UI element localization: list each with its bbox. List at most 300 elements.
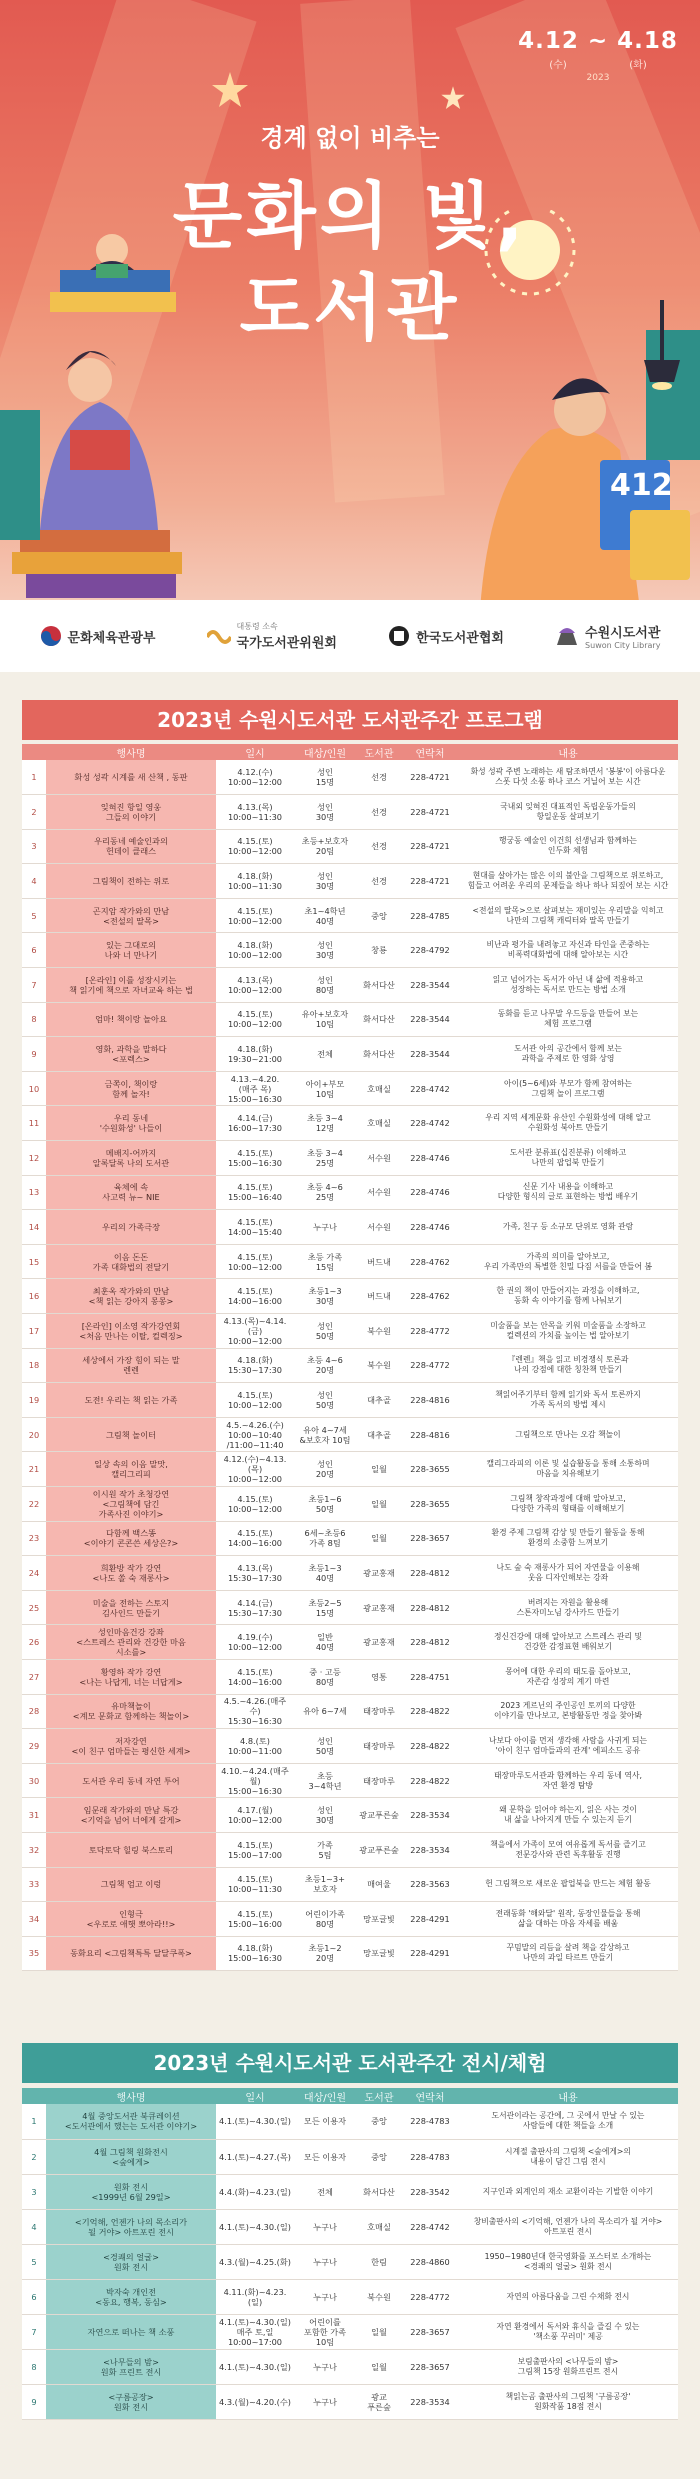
star-icon xyxy=(440,85,466,111)
table-row xyxy=(22,1383,678,1418)
cell-audience: 초등 3~4 25명 xyxy=(294,1141,356,1176)
cell-event-name: 동화요리 <그림책특특 달달쿠폭> xyxy=(46,1936,216,1971)
cell-library: 화서다산 xyxy=(356,1037,402,1072)
table-row xyxy=(22,2174,678,2209)
cell-library: 화서다산 xyxy=(356,1002,402,1037)
cell-contact: 228-4721 xyxy=(402,829,458,864)
cell-event-date: 4.1.(토)~4.27.(목) xyxy=(216,2139,294,2174)
table-row xyxy=(22,2315,678,2350)
cell-description: 도서관 아의 공간에서 함께 보는 과학을 주제로 한 영화 상영 xyxy=(458,1037,678,1072)
table-row xyxy=(22,1037,678,1072)
cell-audience: 누구나 xyxy=(294,1210,356,1245)
table-row xyxy=(22,1694,678,1729)
hero-subtitle: 경계 없이 비추는 xyxy=(260,124,440,152)
table-row xyxy=(22,1486,678,1521)
cell-row-number: 17 xyxy=(22,1314,46,1349)
logo-kla-label: 한국도서관협회 xyxy=(416,630,504,646)
logo-suwon-label: 수원시도서관 xyxy=(585,626,661,641)
cell-contact: 228-4822 xyxy=(402,1729,458,1764)
cell-contact: 228-4746 xyxy=(402,1175,458,1210)
cell-contact: 228-4291 xyxy=(402,1902,458,1937)
cell-contact: 228-4772 xyxy=(402,1314,458,1349)
cell-description: 책을에서 가족이 모여 여유롭게 독서를 즐기고 전문강사와 관련 독후활동 진행 xyxy=(458,1832,678,1867)
cell-row-number: 18 xyxy=(22,1348,46,1383)
cell-contact: 228-4742 xyxy=(402,1106,458,1141)
cell-contact: 228-4772 xyxy=(402,2279,458,2314)
cell-contact: 228-4746 xyxy=(402,1141,458,1176)
cell-audience: 유아 6~7세 xyxy=(294,1694,356,1729)
cell-audience: 성인 20명 xyxy=(294,1452,356,1487)
cell-library: 대추골 xyxy=(356,1383,402,1418)
cell-event-name: 그림책 엄고 이렁 xyxy=(46,1867,216,1902)
cell-contact: 228-4746 xyxy=(402,1210,458,1245)
cell-description: 그림책 창작과정에 대해 알아보고, 다양한 가족의 형태를 이해해보기 xyxy=(458,1486,678,1521)
cell-contact: 228-4812 xyxy=(402,1590,458,1625)
cell-event-name: [온라인] 이소영 작가강연회 <처음 만나는 이탈, 컬렉징> xyxy=(46,1314,216,1349)
cell-description: 2023 게르닌의 주인공인 토끼의 다양한 이야기를 만나보고, 본방활동만 정을 찾아봐 xyxy=(458,1694,678,1729)
cell-event-date: 4.1.(토)~4.30.(일) xyxy=(216,2350,294,2385)
table-row xyxy=(22,1210,678,1245)
cell-library: 호매실 xyxy=(356,1106,402,1141)
cell-event-name: 미술을 전하는 스토지 김사인드 만들기 xyxy=(46,1590,216,1625)
cell-row-number: 20 xyxy=(22,1417,46,1452)
cell-library: 대추골 xyxy=(356,1417,402,1452)
cell-library: 버드내 xyxy=(356,1279,402,1314)
cell-audience: 초등1~2 20명 xyxy=(294,1936,356,1971)
table-row xyxy=(22,1521,678,1556)
table-row xyxy=(22,898,678,933)
cell-description: 1950~1980년대 한국영화를 포스터로 소개하는 <경쾌의 얼굴> 원화 전시 xyxy=(458,2244,678,2279)
cell-event-name: 도서관 우리 동네 자연 투어 xyxy=(46,1763,216,1798)
cell-contact: 228-4762 xyxy=(402,1279,458,1314)
cell-description: 태장마루도서관과 함께하는 우리 동네 역사, 자연 환경 탐방 xyxy=(458,1763,678,1798)
cell-library: 태장마루 xyxy=(356,1694,402,1729)
cell-event-date: 4.3.(월)~4.20.(수) xyxy=(216,2385,294,2420)
table-row xyxy=(22,760,678,795)
cell-description: 자연 환경에서 독서와 휴식을 즐길 수 있는 '책소풍 꾸러미' 제공 xyxy=(458,2315,678,2350)
cell-audience: 누구나 xyxy=(294,2350,356,2385)
cell-description: 읽고 넘어가는 독서가 아닌 내 삶에 적용하고 성장하는 독서로 만드는 방법 소개 xyxy=(458,968,678,1003)
cell-row-number: 19 xyxy=(22,1383,46,1418)
cell-audience: 6세~초등6 가족 8팀 xyxy=(294,1521,356,1556)
cell-event-date: 4.15.(토) 10:00~12:00 xyxy=(216,1383,294,1418)
cell-library: 광교푸른숲 xyxy=(356,1798,402,1833)
cell-event-name: 잊혀진 항일 영웅 그들의 이야기 xyxy=(46,795,216,830)
cell-row-number: 5 xyxy=(22,898,46,933)
cell-library: 선경 xyxy=(356,829,402,864)
cell-description: 자연의 아름다움을 그린 수채화 전시 xyxy=(458,2279,678,2314)
cell-event-date: 4.15.(토) 14:00~16:00 xyxy=(216,1659,294,1694)
cell-event-name: 이시원 작가 초청강연 <그림책에 담긴 가족사진 이야기> xyxy=(46,1486,216,1521)
program-table xyxy=(22,744,678,1971)
cell-audience: 유아+보호자 10팀 xyxy=(294,1002,356,1037)
cell-audience: 성인 30명 xyxy=(294,933,356,968)
cell-audience: 누구나 xyxy=(294,2385,356,2420)
cell-event-date: 4.15.(토) 15:00~16:40 xyxy=(216,1175,294,1210)
exhibit-section-title: 2023년 수원시도서관 도서관주간 전시/체험 xyxy=(22,2043,678,2083)
cell-row-number: 34 xyxy=(22,1902,46,1937)
cell-audience: 초등 3~4학년 xyxy=(294,1763,356,1798)
cell-library: 북수원 xyxy=(356,1314,402,1349)
cell-row-number: 4 xyxy=(22,864,46,899)
cell-contact: 228-4816 xyxy=(402,1417,458,1452)
table-row xyxy=(22,968,678,1003)
cell-event-name: 엄마! 책이랑 놀아요 xyxy=(46,1002,216,1037)
logo-suwon-small: Suwon City Library xyxy=(585,641,661,650)
logo-mcst-label: 문화체육관광부 xyxy=(67,630,156,646)
cell-description: 우리 지역 세계문화 유산인 수원화성에 대해 알고 수원화성 북아트 만들기 xyxy=(458,1106,678,1141)
cell-row-number: 33 xyxy=(22,1867,46,1902)
header-event-date: 일시 xyxy=(216,2088,294,2104)
cell-description: 화성 성곽 주변 노래하는 새 탐조하면서 '봉봉'이 아름다운 스폿 다섯 소풍 하나 코스 거닐어 보는 시간 xyxy=(458,760,678,795)
cell-event-date: 4.15.(토) 10:00~12:00 xyxy=(216,829,294,864)
hero-title-line2: 도서관 xyxy=(239,266,461,350)
cell-library: 중앙 xyxy=(356,898,402,933)
cell-audience: 중 · 고등 80명 xyxy=(294,1659,356,1694)
cell-audience: 전체 xyxy=(294,1037,356,1072)
kla-icon xyxy=(388,625,410,647)
cell-library: 선경 xyxy=(356,864,402,899)
header-audience: 대상/인원 xyxy=(294,2088,356,2104)
cell-audience: 초등1~6 50명 xyxy=(294,1486,356,1521)
cell-contact: 228-4822 xyxy=(402,1763,458,1798)
cell-library: 일월 xyxy=(356,1486,402,1521)
cell-description: 한 권의 책이 만들어지는 과정을 이해하고, 동화 속 이야기를 함께 나눠보기 xyxy=(458,1279,678,1314)
table-row xyxy=(22,1106,678,1141)
cell-contact: 228-4822 xyxy=(402,1694,458,1729)
cell-contact: 228-4721 xyxy=(402,760,458,795)
cell-library: 창룡 xyxy=(356,933,402,968)
cell-event-date: 4.5.~4.26.(매주 수) 15:30~16:30 xyxy=(216,1694,294,1729)
cell-description: 보림출판사의 <나무들의 밤> 그림책 15장 원화프린트 전시 xyxy=(458,2350,678,2385)
cell-event-date: 4.3.(월)~4.25.(화) xyxy=(216,2244,294,2279)
cell-contact: 228-3544 xyxy=(402,968,458,1003)
cell-contact: 228-3534 xyxy=(402,1832,458,1867)
cell-library: 일월 xyxy=(356,1521,402,1556)
cell-library: 호매실 xyxy=(356,2209,402,2244)
table-row xyxy=(22,1279,678,1314)
cell-library: 광교 푸른숲 xyxy=(356,2385,402,2420)
cell-event-name: 유마책놀이 <계모 문화교 함께하는 책놀이> xyxy=(46,1694,216,1729)
cell-library: 서수원 xyxy=(356,1175,402,1210)
table-row xyxy=(22,933,678,968)
cell-contact: 228-4721 xyxy=(402,864,458,899)
cell-event-date: 4.14.(금) 16:00~17:30 xyxy=(216,1106,294,1141)
cell-audience: 성인 50명 xyxy=(294,1314,356,1349)
cell-audience: 초등+보호자 20팀 xyxy=(294,829,356,864)
cell-event-date: 4.13.(목)~4.14.(금) 10:00~12:00 xyxy=(216,1314,294,1349)
table-row xyxy=(22,1417,678,1452)
header-library: 도서관 xyxy=(356,744,402,760)
header-row-number xyxy=(22,744,46,760)
cell-library: 중앙 xyxy=(356,2104,402,2139)
table-row xyxy=(22,1659,678,1694)
cell-event-date: 4.19.(수) 10:00~12:00 xyxy=(216,1625,294,1660)
cell-row-number: 1 xyxy=(22,760,46,795)
star-icon xyxy=(210,70,250,110)
cell-row-number: 7 xyxy=(22,2315,46,2350)
cell-audience: 전체 xyxy=(294,2174,356,2209)
cell-row-number: 31 xyxy=(22,1798,46,1833)
cell-event-name: 메배지-어까지 알록달록 나의 도서관 xyxy=(46,1141,216,1176)
table-row xyxy=(22,864,678,899)
cell-event-name: 세상에서 가장 힘이 되는 말 렌렌 xyxy=(46,1348,216,1383)
cell-event-name: 화성 성곽 시계를 새 산책 , 동판 xyxy=(46,760,216,795)
logo-committee-label: 국가도서관위원회 xyxy=(236,636,337,651)
cell-contact: 228-3542 xyxy=(402,2174,458,2209)
cell-contact: 228-4860 xyxy=(402,2244,458,2279)
cell-contact: 228-4783 xyxy=(402,2139,458,2174)
cell-contact: 228-4816 xyxy=(402,1383,458,1418)
cell-library: 일월 xyxy=(356,1452,402,1487)
hero-title-line1: 문화의 빛, xyxy=(172,174,528,258)
cell-event-name: <나무들의 밤> 원화 프린트 전시 xyxy=(46,2350,216,2385)
cell-audience: 초등1~3 30명 xyxy=(294,1279,356,1314)
cell-row-number: 3 xyxy=(22,2174,46,2209)
table-row xyxy=(22,1625,678,1660)
cell-library: 영통 xyxy=(356,1659,402,1694)
table-row xyxy=(22,795,678,830)
cell-contact: 228-3563 xyxy=(402,1867,458,1902)
table-row xyxy=(22,1832,678,1867)
cell-row-number: 12 xyxy=(22,1141,46,1176)
table-row xyxy=(22,1175,678,1210)
cell-row-number: 2 xyxy=(22,795,46,830)
cell-library: 북수원 xyxy=(356,1348,402,1383)
cell-event-date: 4.18.(화) 10:00~11:30 xyxy=(216,864,294,899)
header-description: 내용 xyxy=(458,2088,678,2104)
table-row xyxy=(22,829,678,864)
cell-contact: 228-4812 xyxy=(402,1625,458,1660)
cell-description: 왜 문학을 읽어야 하는지, 읽은 사는 것이 내 삶을 나아지게 만들 수 있는지 듣기 xyxy=(458,1798,678,1833)
cell-row-number: 9 xyxy=(22,1037,46,1072)
date-badge xyxy=(518,28,678,86)
cell-contact: 228-4751 xyxy=(402,1659,458,1694)
cell-contact: 228-4772 xyxy=(402,1348,458,1383)
cell-event-date: 4.1.(토)~4.30.(일) xyxy=(216,2104,294,2139)
logo-kla xyxy=(388,625,504,647)
logo-mcst xyxy=(40,625,156,647)
cell-contact: 228-4291 xyxy=(402,1936,458,1971)
cell-event-name: <구름공장> 원화 전시 xyxy=(46,2385,216,2420)
cell-audience: 모든 이용자 xyxy=(294,2104,356,2139)
cell-description: 미술품을 보는 안목을 키워 미술품을 소장하고 컬렉션의 가치를 높이는 법 알아보기 xyxy=(458,1314,678,1349)
cell-event-name: 그림책이 전하는 위로 xyxy=(46,864,216,899)
table-row xyxy=(22,1314,678,1349)
cell-event-name: 저자강연 <이 친구 엄마들는 평신한 세계> xyxy=(46,1729,216,1764)
cell-contact: 228-3544 xyxy=(402,1002,458,1037)
cell-event-date: 4.18.(화) 15:30~17:30 xyxy=(216,1348,294,1383)
cell-event-name: 희환방 작가 강연 <나도 쏠 숙 재롱사> xyxy=(46,1556,216,1591)
cell-library: 망포글빛 xyxy=(356,1936,402,1971)
cell-audience: 성인 15명 xyxy=(294,760,356,795)
cell-description: 아이(5~6세)와 부모가 함께 참여하는 그림책 놀이 프로그램 xyxy=(458,1071,678,1106)
cell-description: 국내외 잊혀진 대표적인 독립운동가들의 항일운동 살펴보기 xyxy=(458,795,678,830)
cell-contact: 228-4792 xyxy=(402,933,458,968)
cell-library: 선경 xyxy=(356,760,402,795)
cell-audience: 어린이를 포함한 가족 10팀 xyxy=(294,2315,356,2350)
cell-event-date: 4.18.(화) 19:30~21:00 xyxy=(216,1037,294,1072)
cell-library: 광교홍재 xyxy=(356,1590,402,1625)
cell-event-date: 4.13.(목) 10:00~12:00 xyxy=(216,968,294,1003)
cell-event-date: 4.15.(토) 10:00~12:00 xyxy=(216,1486,294,1521)
cell-event-name: 임문래 작가와의 만남 특강 <기억을 넘어 너에게 갈게> xyxy=(46,1798,216,1833)
cell-event-date: 4.13.(목) 10:00~11:30 xyxy=(216,795,294,830)
cell-description: 비난과 평가를 내려놓고 자신과 타인을 존중하는 비폭력대화법에 대해 알아보는 시간 xyxy=(458,933,678,968)
cell-row-number: 8 xyxy=(22,2350,46,2385)
table-row xyxy=(22,1867,678,1902)
cell-event-date: 4.15.(토) 10:00~12:00 xyxy=(216,1244,294,1279)
cell-audience: 초등2~5 15명 xyxy=(294,1590,356,1625)
cell-audience: 초등 3~4 12명 xyxy=(294,1106,356,1141)
cell-row-number: 8 xyxy=(22,1002,46,1037)
weekday-start: (수) xyxy=(549,60,567,71)
cell-event-date: 4.15.(토) 15:00~17:00 xyxy=(216,1832,294,1867)
cell-library: 망포글빛 xyxy=(356,1902,402,1937)
table-row xyxy=(22,2104,678,2139)
cell-row-number: 5 xyxy=(22,2244,46,2279)
cell-description: 동화를 듣고 나무말 우드등을 만들어 보는 체험 프로그램 xyxy=(458,1002,678,1037)
cell-event-name: 도전! 우리는 책 읽는 가족 xyxy=(46,1383,216,1418)
cell-audience: 유아 4~7세 &보호자 10팀 xyxy=(294,1417,356,1452)
table-row xyxy=(22,2385,678,2420)
cell-event-date: 4.15.(토) 10:00~11:30 xyxy=(216,1867,294,1902)
cell-event-name: 황영하 작가 강연 <나는 나답게, 너는 너답게> xyxy=(46,1659,216,1694)
cell-description: 창비출판사의 <기억해, 언젠가 나의 목소리가 될 거야> 아트포린 전시 xyxy=(458,2209,678,2244)
cell-description: 가족의 의미를 알아보고, 우리 가족만의 특별한 친밀 다짐 서를을 만들어 봄 xyxy=(458,1244,678,1279)
table-row xyxy=(22,1244,678,1279)
cell-event-name: <경쾌의 얼굴> 원화 전시 xyxy=(46,2244,216,2279)
cell-event-name: 금쪽이, 책이랑 함께 놀자! xyxy=(46,1071,216,1106)
cell-row-number: 25 xyxy=(22,1590,46,1625)
cell-row-number: 23 xyxy=(22,1521,46,1556)
cell-contact: 228-4812 xyxy=(402,1556,458,1591)
cell-event-name: 다함께 백스똥 <이야기 콘콘쓴 세상은?> xyxy=(46,1521,216,1556)
cell-description: 책읽는곰 출판사의 그림책 '구름공장' 원화작품 18점 전시 xyxy=(458,2385,678,2420)
cell-row-number: 27 xyxy=(22,1659,46,1694)
header-library: 도서관 xyxy=(356,2088,402,2104)
table-row xyxy=(22,2350,678,2385)
cell-library: 버드내 xyxy=(356,1244,402,1279)
cell-row-number: 26 xyxy=(22,1625,46,1660)
cell-description: 몽어에 대한 우리의 태도를 돌아보고, 자존감 성장의 계기 마련 xyxy=(458,1659,678,1694)
cell-audience: 초등1~3 40명 xyxy=(294,1556,356,1591)
cell-audience: 어린이가족 80명 xyxy=(294,1902,356,1937)
cell-row-number: 16 xyxy=(22,1279,46,1314)
cell-description: 현대를 살아가는 많은 이의 불안을 그림책으로 위로하고, 힘들고 어려운 우리의 문제들을 하나 하나 되짚어 보는 시간 xyxy=(458,864,678,899)
cell-contact: 228-3657 xyxy=(402,2350,458,2385)
cell-audience: 성인 80명 xyxy=(294,968,356,1003)
cell-event-date: 4.15.(토) 10:00~12:00 xyxy=(216,1002,294,1037)
cell-event-name: 인형극 <우로로 애햇 뽀아라!!> xyxy=(46,1902,216,1937)
cell-event-name: 곤지암 작가와의 만남 <전설의 딸목> xyxy=(46,898,216,933)
table-row xyxy=(22,1452,678,1487)
cell-description: 지구인과 외계인의 재소 교환이라는 기발한 이야기 xyxy=(458,2174,678,2209)
cell-row-number: 3 xyxy=(22,829,46,864)
table-row xyxy=(22,1002,678,1037)
cell-row-number: 7 xyxy=(22,968,46,1003)
cell-audience: 초등1~3+ 보호자 xyxy=(294,1867,356,1902)
cell-event-name: 자연으로 떠나는 책 소풍 xyxy=(46,2315,216,2350)
cell-event-name: 이음 돈돈 가족 대화법의 전달기 xyxy=(46,1244,216,1279)
cell-library: 화서다산 xyxy=(356,968,402,1003)
cell-row-number: 11 xyxy=(22,1106,46,1141)
cell-audience: 누구나 xyxy=(294,2244,356,2279)
cell-event-date: 4.11.(화)~4.23.(일) xyxy=(216,2279,294,2314)
cell-row-number: 29 xyxy=(22,1729,46,1764)
cell-library: 화서다산 xyxy=(356,2174,402,2209)
cell-row-number: 14 xyxy=(22,1210,46,1245)
header-event-name: 행사명 xyxy=(46,2088,216,2104)
table-row xyxy=(22,2209,678,2244)
table-row xyxy=(22,1556,678,1591)
cell-event-date: 4.8.(토) 10:00~11:00 xyxy=(216,1729,294,1764)
header-event-name: 행사명 xyxy=(46,744,216,760)
cell-event-date: 4.18.(화) 10:00~12:00 xyxy=(216,933,294,968)
cell-description: <전설의 딸목>으로 살펴보는 재미있는 우리말을 익히고 나만의 그림책 캐릭터와 딸목 만들기 xyxy=(458,898,678,933)
cell-event-date: 4.12.(수) 10:00~12:00 xyxy=(216,760,294,795)
wave-icon xyxy=(207,627,231,645)
cell-library: 태장마루 xyxy=(356,1729,402,1764)
cell-description: 신문 기사 내용을 이해하고 다양한 형식의 글로 표현하는 방법 배우기 xyxy=(458,1175,678,1210)
date-range: 4.12 ~ 4.18 xyxy=(518,28,678,54)
cell-event-name: <기억해, 언젠가 나의 목소리가 될 거야> 아트포린 전시 xyxy=(46,2209,216,2244)
cell-row-number: 21 xyxy=(22,1452,46,1487)
cell-audience: 초1~4학년 40명 xyxy=(294,898,356,933)
cell-row-number: 28 xyxy=(22,1694,46,1729)
cell-event-date: 4.15.(토) 14:00~16:00 xyxy=(216,1279,294,1314)
cell-contact: 228-3544 xyxy=(402,1037,458,1072)
table-row xyxy=(22,1348,678,1383)
cell-description: 도서관이라는 공간에, 그 곳에서 만날 수 있는 사람들에 대한 책들을 소개 xyxy=(458,2104,678,2139)
cell-contact: 228-3534 xyxy=(402,1798,458,1833)
weekday-end: (화) xyxy=(629,60,647,71)
cell-library: 한림 xyxy=(356,2244,402,2279)
cell-audience: 모든 이용자 xyxy=(294,2139,356,2174)
cell-row-number: 24 xyxy=(22,1556,46,1591)
cell-audience: 초등 4~6 25명 xyxy=(294,1175,356,1210)
cell-event-name: 박자숙 개인전 <동요, 행복, 동심> xyxy=(46,2279,216,2314)
table-row xyxy=(22,1798,678,1833)
cell-description: 『렌렌』책을 읽고 비경쟁식 토론과 나의 강점에 대한 칭찬책 만들기 xyxy=(458,1348,678,1383)
cell-description: 헌 그림책으로 새로운 팝업북을 만드는 체험 활동 xyxy=(458,1867,678,1902)
cell-audience: 일반 40명 xyxy=(294,1625,356,1660)
cell-event-date: 4.4.(화)~4.23.(일) xyxy=(216,2174,294,2209)
cell-event-date: 4.14.(금) 15:30~17:30 xyxy=(216,1590,294,1625)
cell-event-date: 4.1.(토)~4.30.(일) xyxy=(216,2209,294,2244)
cell-library: 매여울 xyxy=(356,1867,402,1902)
cell-row-number: 9 xyxy=(22,2385,46,2420)
cell-description: 시계절 출판사의 그림책 <숲에게>의 내용이 담긴 그림 전시 xyxy=(458,2139,678,2174)
cell-description: 나보다 아이를 먼저 생각해 사람을 사귀게 되는 '아이 친구 엄마들과의 관계' 에피소드 공유 xyxy=(458,1729,678,1764)
cell-event-date: 4.17.(월) 10:00~12:00 xyxy=(216,1798,294,1833)
cell-contact: 228-3655 xyxy=(402,1452,458,1487)
cell-row-number: 30 xyxy=(22,1763,46,1798)
cell-contact: 228-4742 xyxy=(402,2209,458,2244)
cell-library: 호매실 xyxy=(356,1071,402,1106)
book-number: 412 xyxy=(610,468,673,503)
cell-event-date: 4.1.(토)~4.30.(일) 매주 토,일 10:00~17:00 xyxy=(216,2315,294,2350)
cell-event-date: 4.12.(수)~4.13.(목) 10:00~12:00 xyxy=(216,1452,294,1487)
cell-row-number: 15 xyxy=(22,1244,46,1279)
table-row xyxy=(22,2244,678,2279)
cell-contact: 228-4742 xyxy=(402,1071,458,1106)
hero-banner xyxy=(0,0,700,630)
table-row xyxy=(22,1902,678,1937)
cell-audience: 누구나 xyxy=(294,2209,356,2244)
taeguk-icon xyxy=(40,625,62,647)
cell-description: 환경 주제 그림책 감상 및 만들기 활동을 통해 환경의 소중함 느껴보기 xyxy=(458,1521,678,1556)
